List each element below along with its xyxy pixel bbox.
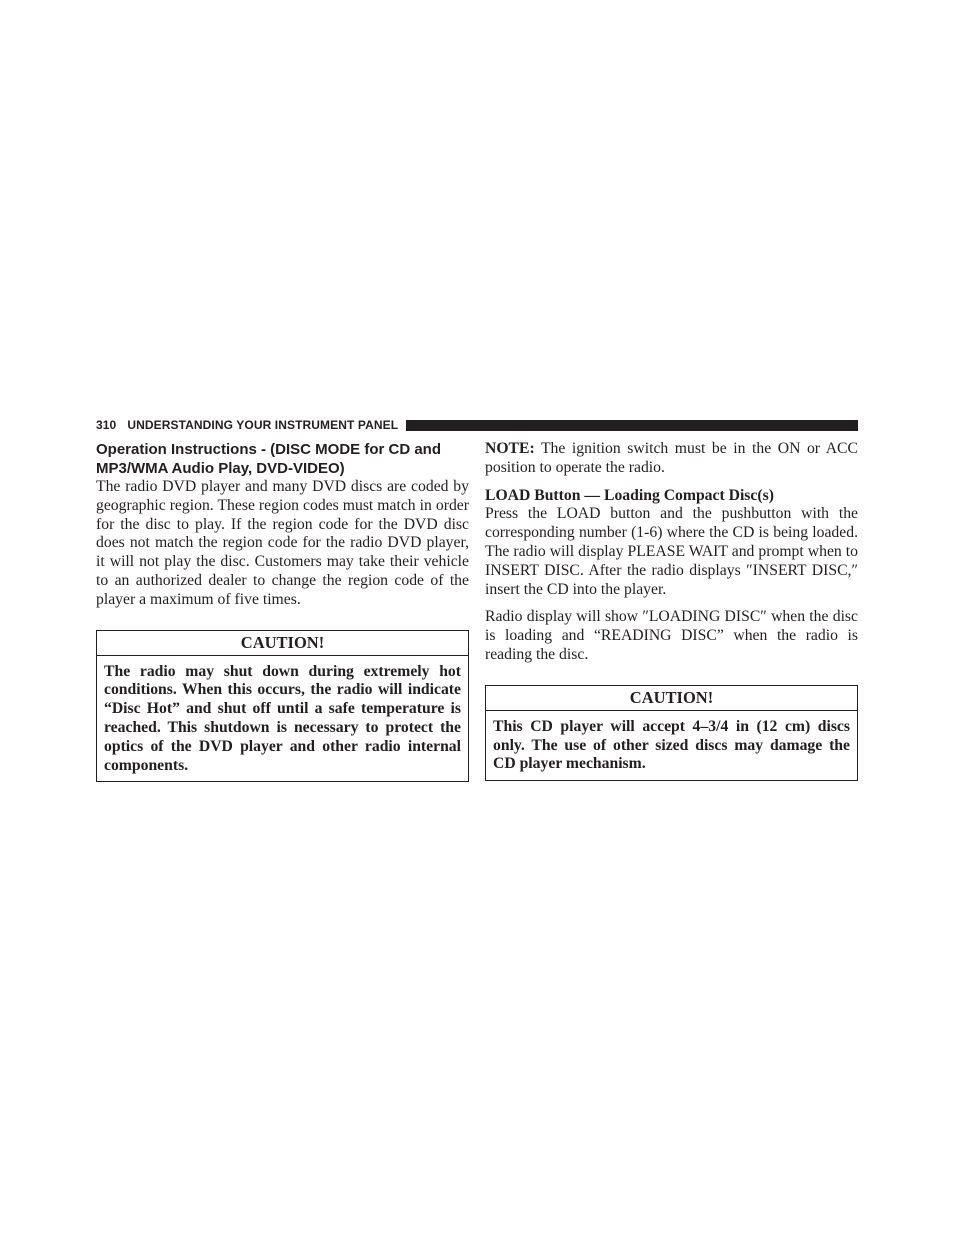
region-code-paragraph: The radio DVD player and many DVD discs are coded by geographic region. These region codes must match in order for the disc to play. If the region code for the DVD disc does not match the region code for the radio DVD player, it will not play the disc. Customers may take their vehicle to an authorized dealer to change the region code of the player a maximum of five times. — [96, 478, 469, 608]
caution-box-disc-hot — [96, 630, 469, 783]
caution-body: This CD player will accept 4–3/4 in (12 cm) discs only. The use of other sized discs may damage the CD player mechanism. — [493, 717, 850, 773]
note-label: NOTE: — [485, 440, 535, 457]
section-title: UNDERSTANDING YOUR INSTRUMENT PANEL — [127, 418, 399, 432]
left-column — [96, 440, 469, 782]
page-header — [96, 418, 858, 432]
right-column — [485, 440, 858, 781]
caution-title: CAUTION! — [97, 631, 468, 656]
caution-body: The radio may shut down during extremely hot conditions. When this occurs, the radio will indicate “Disc Hot” and shut off until a safe temperature is reached. This shutdown is necessary to protect the optics of the DVD player and other radio internal components. — [104, 662, 461, 774]
loading-disc-paragraph: Radio display will show ″LOADING DISC″ when the disc is loading and “READING DISC” when the radio is reading the disc. — [485, 608, 858, 663]
operation-instructions-heading: Operation Instructions - (DISC MODE for CD and MP3/WMA Audio Play, DVD-VIDEO) — [96, 441, 442, 477]
header-rule — [406, 420, 858, 431]
load-instructions-paragraph: Press the LOAD button and the pushbutton with the corresponding number (1-6) where the CD is being loaded. The radio will display PLEASE WAIT and prompt when to INSERT DISC. After the radio displays ″INSERT DISC,″ insert the CD into the player. — [485, 505, 858, 598]
note-text: The ignition switch must be in the ON or ACC position to operate the radio. — [485, 440, 858, 476]
page-number: 310 — [96, 418, 117, 432]
caution-box-disc-size — [485, 685, 858, 781]
load-button-heading: LOAD Button — Loading Compact Disc(s) — [485, 486, 774, 504]
caution-title: CAUTION! — [486, 686, 857, 711]
note-paragraph — [485, 440, 858, 478]
